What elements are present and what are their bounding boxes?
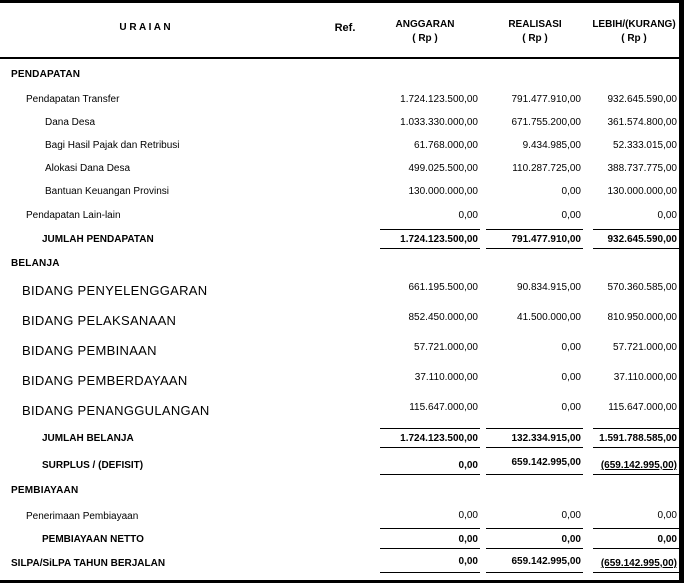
selisih-total: 1.591.788.585,00	[599, 433, 677, 444]
selisih-value: 37.110.000,00	[613, 372, 677, 383]
realisasi-value: 0,00	[561, 510, 581, 521]
silpa-row	[0, 558, 681, 578]
anggaran-value: 1.033.330.000,00	[400, 117, 478, 128]
table-row	[0, 117, 681, 137]
selisih-surplus: (659.142.995,00)	[600, 460, 677, 471]
netto-label: PEMBIAYAAN NETTO	[42, 534, 144, 545]
realisasi-total: 132.334.915,00	[511, 433, 581, 444]
anggaran-value: 130.000.000,00	[408, 186, 478, 197]
silpa-line	[593, 572, 679, 573]
subtotal-line	[380, 229, 480, 230]
realisasi-netto: 0,00	[561, 534, 581, 545]
silpa-line	[380, 572, 480, 573]
header-anggaran-unit: ( Rp )	[412, 33, 438, 44]
subtotal-line	[593, 229, 679, 230]
total-row-belanja	[0, 433, 681, 453]
row-label: Penerimaan Pembiayaan	[26, 511, 139, 522]
selisih-netto: 0,00	[657, 534, 677, 545]
row-label: BIDANG PELAKSANAAN	[22, 313, 177, 328]
header-anggaran-label: ANGGARAN	[395, 19, 455, 30]
total-line	[486, 447, 583, 448]
selisih-value: 52.333.015,00	[613, 140, 677, 151]
realisasi-value: 90.834.915,00	[517, 282, 581, 293]
subtotal-line	[593, 528, 679, 529]
surplus-line	[593, 474, 679, 475]
realisasi-surplus: 659.142.995,00	[511, 457, 581, 468]
selisih-value: 57.721.000,00	[613, 342, 677, 353]
selisih-value: 115.647.000,00	[608, 402, 677, 413]
table-row	[0, 510, 681, 530]
selisih-value: 361.574.800,00	[607, 117, 677, 128]
selisih-silpa: (659.142.995,00)	[600, 558, 677, 569]
anggaran-silpa: 0,00	[458, 556, 478, 567]
subtotal-line	[486, 428, 583, 429]
header-divider	[0, 57, 681, 59]
total-label: JUMLAH BELANJA	[42, 433, 134, 444]
subtotal-line	[486, 229, 583, 230]
header-realisasi	[490, 18, 580, 46]
realisasi-silpa: 659.142.995,00	[511, 556, 581, 567]
total-line	[593, 248, 679, 249]
row-label: Bagi Hasil Pajak dan Retribusi	[45, 140, 180, 151]
surplus-row	[0, 457, 681, 480]
total-label: JUMLAH PENDAPATAN	[42, 234, 154, 245]
table-row	[0, 186, 681, 206]
total-line	[486, 548, 583, 549]
section-title-belanja: BELANJA	[11, 258, 60, 269]
anggaran-surplus: 0,00	[458, 460, 478, 471]
total-line	[380, 248, 480, 249]
row-label: BIDANG PENANGGULANGAN	[22, 403, 210, 418]
row-label: Alokasi Dana Desa	[45, 163, 131, 174]
anggaran-value: 499.025.500,00	[408, 163, 478, 174]
realisasi-total: 791.477.910,00	[511, 234, 581, 245]
anggaran-value: 57.721.000,00	[414, 342, 478, 353]
selisih-value: 570.360.585,00	[607, 282, 677, 293]
anggaran-value: 0,00	[458, 510, 478, 521]
header-realisasi-unit: ( Rp )	[522, 33, 548, 44]
anggaran-netto: 0,00	[458, 534, 478, 545]
row-label: Bantuan Keuangan Provinsi	[45, 186, 169, 197]
table-row	[0, 342, 681, 362]
table-row	[0, 402, 681, 422]
anggaran-value: 0,00	[458, 210, 478, 221]
anggaran-total: 1.724.123.500,00	[400, 433, 478, 444]
header-lebih-kurang-unit: ( Rp )	[621, 33, 647, 44]
realisasi-value: 671.755.200,00	[511, 117, 581, 128]
silpa-line	[486, 572, 583, 573]
header-uraian: U R A I A N	[119, 22, 171, 33]
section-title-pembiayaan: PEMBIAYAAN	[11, 485, 79, 496]
selisih-value: 0,00	[657, 510, 677, 521]
row-label: Pendapatan Lain-lain	[26, 210, 121, 221]
section-title-pendapatan: PENDAPATAN	[11, 69, 81, 80]
table-row	[0, 140, 681, 160]
header-anggaran	[380, 18, 470, 46]
total-row-pendapatan	[0, 234, 681, 254]
table-row	[0, 372, 681, 392]
header-realisasi-label: REALISASI	[508, 19, 562, 30]
surplus-line	[486, 474, 583, 475]
subtotal-line	[593, 428, 679, 429]
header-lebih-kurang	[588, 18, 680, 46]
subtotal-line	[486, 528, 583, 529]
selisih-value: 0,00	[657, 210, 677, 221]
anggaran-value: 37.110.000,00	[414, 372, 478, 383]
total-line	[380, 548, 480, 549]
selisih-total: 932.645.590,00	[607, 234, 677, 245]
row-label: BIDANG PENYELENGGARAN	[22, 283, 208, 298]
realisasi-value: 0,00	[561, 342, 581, 353]
table-row	[0, 94, 681, 114]
row-label: Pendapatan Transfer	[26, 94, 120, 105]
realisasi-value: 9.434.985,00	[522, 140, 581, 151]
table-row	[0, 210, 681, 230]
total-line	[380, 447, 480, 448]
anggaran-total: 1.724.123.500,00	[400, 234, 478, 245]
realisasi-value: 110.287.725,00	[512, 163, 581, 174]
header-lebih-kurang-label: LEBIH/(KURANG)	[592, 19, 676, 30]
selisih-value: 810.950.000,00	[607, 312, 677, 323]
netto-row	[0, 534, 681, 554]
subtotal-line	[380, 428, 480, 429]
silpa-label: SILPA/SiLPA TAHUN BERJALAN	[11, 558, 166, 569]
surplus-line	[380, 474, 480, 475]
total-line	[486, 248, 583, 249]
row-label: BIDANG PEMBERDAYAAN	[22, 373, 188, 388]
table-row	[0, 312, 681, 332]
realisasi-value: 41.500.000,00	[517, 312, 581, 323]
anggaran-value: 61.768.000,00	[414, 140, 478, 151]
selisih-value: 388.737.775,00	[607, 163, 677, 174]
anggaran-value: 852.450.000,00	[408, 312, 478, 323]
header-ref: Ref.	[334, 22, 356, 34]
realisasi-value: 0,00	[561, 402, 581, 413]
realisasi-value: 0,00	[561, 186, 581, 197]
row-label: Dana Desa	[45, 117, 96, 128]
total-line	[593, 447, 679, 448]
surplus-label: SURPLUS / (DEFISIT)	[42, 460, 144, 471]
selisih-value: 932.645.590,00	[607, 94, 677, 105]
anggaran-value: 1.724.123.500,00	[400, 94, 478, 105]
realisasi-value: 0,00	[561, 210, 581, 221]
table-row	[0, 163, 681, 183]
realisasi-value: 791.477.910,00	[511, 94, 581, 105]
anggaran-value: 661.195.500,00	[408, 282, 478, 293]
table-row	[0, 282, 681, 302]
total-line	[593, 548, 679, 549]
realisasi-value: 0,00	[561, 372, 581, 383]
selisih-value: 130.000.000,00	[607, 186, 677, 197]
row-label: BIDANG PEMBINAAN	[22, 343, 157, 358]
anggaran-value: 115.647.000,00	[409, 402, 478, 413]
subtotal-line	[380, 528, 480, 529]
